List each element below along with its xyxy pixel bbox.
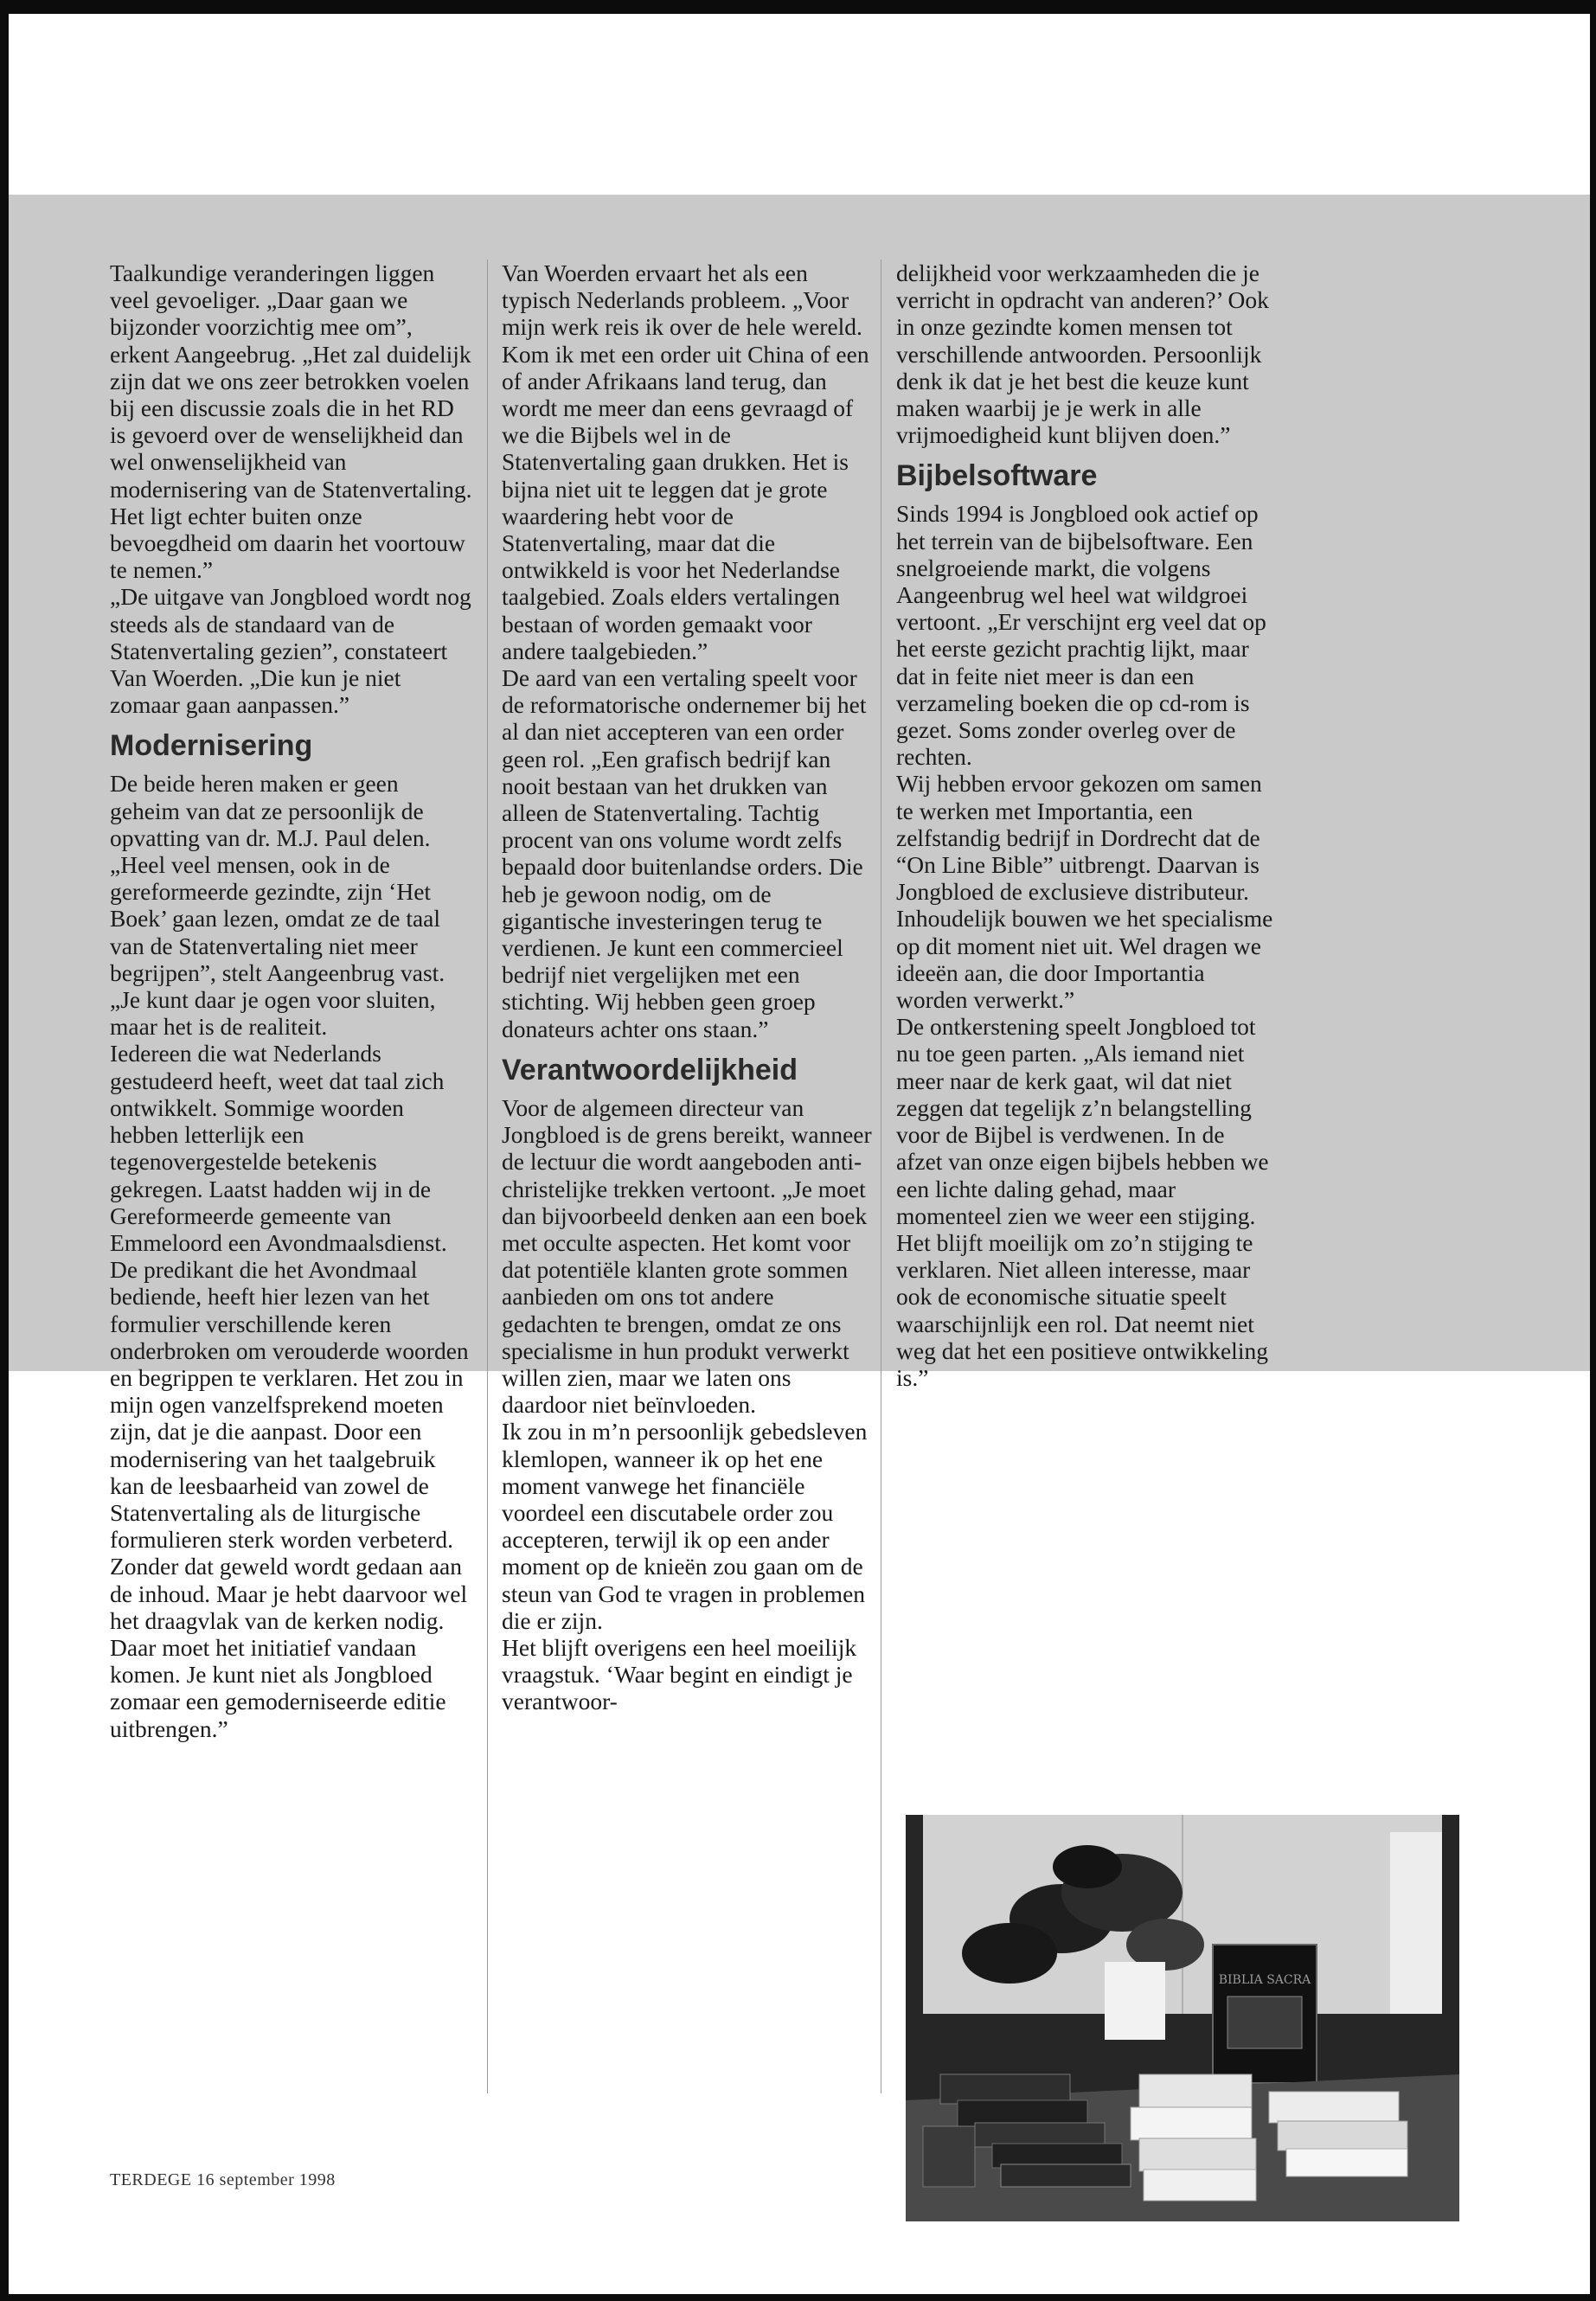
paragraph: Wij hebben ervoor gekozen om samen te werken met Importantia, een zelfstandig bedrijf in Dordrecht dat de “On Line Bible” uitbrengt. Daarvan is Jongbloed de exclusieve distributeur. Inhoudelijk bouwen we het specialisme op dit moment niet uit. Wel dragen we ideeën aan, die door Importantia worden verwerkt.” (896, 770, 1273, 1014)
paragraph: delijkheid voor werkzaamheden die je verricht in opdracht van anderen?’ Ook in onze gezindte komen mensen tot verschillende antwoorden. Persoonlijk denk ik dat je het best die keuze kunt maken waarbij je je werk in alle vrijmoedigheid kunt blijven doen.” (896, 260, 1269, 449)
page-border-top (0, 0, 1596, 14)
article-column-1 (110, 260, 473, 1742)
section-heading-verantwoordelijkheid: Verantwoordelijkheid (502, 1053, 798, 1086)
paragraph: De aard van een vertaling speelt voor de reformatorische ondernemer bij het al dan niet accepteren van een order geen rol. „Een grafisch bedrijf kan nooit bestaan van het drukken van alleen de Statenvertaling. Tachtig procent van ons volume wordt zelfs bepaald door buitenlandse orders. Die heb je gewoon nodig, om de gigantische investeringen terug te verdienen. Je kunt een commercieel bedrijf niet vergelijken met een stichting. Wij hebben geen groep donateurs achter ons staan.” (502, 664, 867, 1042)
page-border-left (0, 0, 9, 2301)
paragraph: Ik zou in m’n persoonlijk gebedsleven klemlopen, wanneer ik op het ene moment vanwege het financiële voordeel een discutabele order zou accepteren, terwijl ik op een ander moment op de knieën zou gaan om de steun van God te vragen in problemen die er zijn. (502, 1418, 868, 1634)
section-heading-bijbelsoftware: Bijbelsoftware (896, 459, 1098, 493)
page-footer (110, 2170, 336, 2190)
photo-book-title: BIBLIA SACRA (1218, 1973, 1311, 1987)
article-column-3 (896, 260, 1273, 1391)
paragraph: „De uitgave van Jongbloed wordt nog steeds als de standaard van de Statenvertaling gezien”, constateert Van Woerden. „Die kun je niet zomaar gaan aanpassen.” (110, 583, 471, 719)
page-border-right (1590, 0, 1596, 2301)
paragraph: Iedereen die wat Nederlands gestudeerd heeft, weet dat taal zich ontwikkelt. Sommige woorden hebben letterlijk een tegenovergestelde betekenis gekregen. Laatst hadden wij in de Gereformeerde gemeente van Emmeloord een Avondmaalsdienst. De predikant die het Avondmaal bediende, heeft hier lezen van het formulier verschillende keren onderbroken om verouderde woorden en begrippen te verklaren. Het zou in mijn ogen vanzelfsprekend moeten zijn, dat je die aanpast. Door een modernisering van het taalgebruik kan de leesbaarheid van zowel de Statenvertaling als de liturgische formulieren sterk worden verbeterd. Zonder dat geweld wordt gedaan aan de inhoud. Maar je hebt daarvoor wel het draagvlak van de kerken nodig. Daar moet het initiatief vandaan komen. Je kunt niet als Jongbloed zomaar een gemoderniseerde editie uitbrengen.” (110, 1040, 469, 1742)
issue-date: 16 september 1998 (196, 2170, 336, 2189)
photo-bibles-on-desk (906, 1815, 1459, 2221)
paragraph: Het blijft overigens een heel moeilijk vraagstuk. ‘Waar begint en eindigt je verantwoor- (502, 1633, 857, 1715)
publication-name: TERDEGE (110, 2170, 192, 2189)
column-rule (487, 260, 488, 2093)
paragraph: De beide heren maken er geen geheim van dat ze persoonlijk de opvatting van dr. M.J. Paul delen. „Heel veel mensen, ook in de gereformeerde gezindte, zijn ‘Het Boek’ gaan lezen, omdat ze de taal van de Statenvertaling niet meer begrijpen”, stelt Aangeenbrug vast. „Je kunt daar je ogen voor sluiten, maar het is de realiteit. (110, 770, 445, 1041)
article-column-2 (502, 260, 875, 1715)
paragraph: Taalkundige veranderingen liggen veel gevoeliger. „Daar gaan we bijzonder voorzichtig mee om”, erkent Aangeebrug. „Het zal duidelijk zijn dat we ons zeer betrokken voelen bij een discussie zoals die in het RD is gevoerd over de wenselijkheid dan wel onwenselijkheid van modernisering van de Statenvertaling. Het ligt echter buiten onze bevoegdheid om daarin het voortouw te nemen.” (110, 260, 472, 584)
paragraph: Voor de algemeen directeur van Jongbloed is de grens bereikt, wanneer de lectuur die wordt aangeboden anti-christelijke trekken vertoont. „Je moet dan bijvoorbeeld denken aan een boek met occulte aspecten. Het komt voor dat potentiële klanten grote sommen aanbieden om ons tot andere gedachten te brengen, omdat ze ons specialisme in hun produkt verwerkt willen zien, maar we laten ons daardoor niet beïnvloeden. (502, 1093, 872, 1419)
photo-illustration (906, 1815, 1459, 2221)
paragraph: Sinds 1994 is Jongbloed ook actief op het terrein van de bijbelsoftware. Een snelgroeiende markt, die volgens Aangeenbrug wel heel wat wildgroei vertoont. „Er verschijnt erg veel dat op het eerste gezicht prachtig lijkt, maar dat in feite niet meer is dan een verzameling boeken die op cd-rom is gezet. Soms zonder overleg over de rechten. (896, 500, 1266, 771)
paragraph: De ontkerstening speelt Jongbloed tot nu toe geen parten. „Als iemand niet meer naar de kerk gaat, wil dat niet zeggen dat tegelijk z’n belangstelling voor de Bijbel is verdwenen. In de afzet van onze eigen bijbels hebben we een lichte daling gehad, maar momenteel zien we weer een stijging. Het blijft moeilijk om zo’n stijging te verklaren. Niet alleen interesse, maar ook de economische situatie speelt waarschijnlijk een rol. Dat neemt niet weg dat het een positieve ontwikkeling is.” (896, 1013, 1269, 1391)
paragraph: Van Woerden ervaart het als een typisch Nederlands probleem. „Voor mijn werk reis ik over de hele wereld. Kom ik met een order uit China of een of ander Afrikaans land terug, dan wordt me meer dan eens gevraagd of we die Bijbels wel in de Statenvertaling gaan drukken. Het is bijna niet uit te leggen dat je grote waardering hebt voor de Statenvertaling, maar dat die ontwikkeld is voor het Nederlandse taalgebied. Zoals elders vertalingen bestaan of worden gemaakt voor andere taalgebieden.” (502, 260, 869, 664)
page-border-bottom (0, 2294, 1596, 2301)
section-heading-modernisering: Modernisering (110, 729, 313, 763)
